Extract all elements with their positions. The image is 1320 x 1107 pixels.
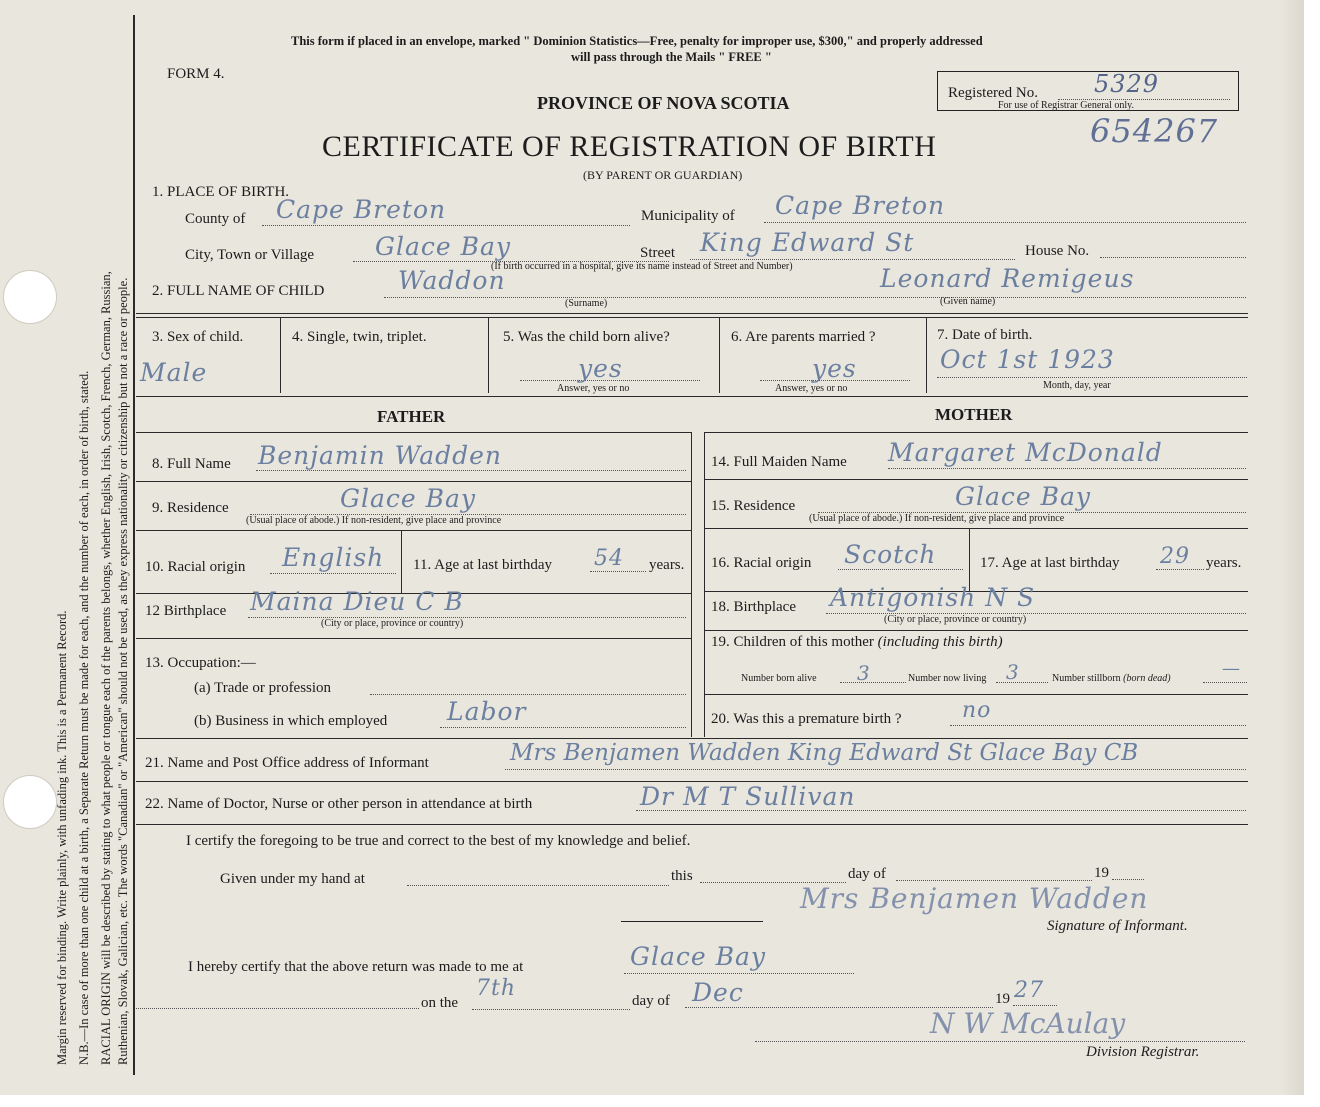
- registrar-place-value: Glace Bay: [630, 942, 767, 971]
- child-surname-note: (Surname): [565, 298, 608, 309]
- county-value: Cape Breton: [276, 195, 447, 224]
- children-label-text: 19. Children of this mother: [711, 634, 874, 650]
- registrar-day-value: 7th: [476, 976, 517, 1001]
- binding-hole-bottom: [3, 775, 57, 829]
- father-name-value: Benjamin Wadden: [258, 441, 503, 470]
- father-residence-value: Glace Bay: [340, 484, 477, 513]
- registrar-statement: I hereby certify that the above return was made to me at: [188, 959, 524, 975]
- place-of-birth-label: 1. PLACE OF BIRTH.: [152, 184, 290, 200]
- margin-rule: [133, 15, 135, 1075]
- parents-married-value: yes: [812, 354, 857, 383]
- plurality-label: 4. Single, twin, triplet.: [292, 329, 427, 345]
- parents-married-note: Answer, yes or no: [775, 383, 848, 394]
- father-heading: FATHER: [377, 407, 446, 426]
- mother-residence-label: 15. Residence: [711, 498, 796, 514]
- postal-notice-2: will pass through the Mails " FREE ": [571, 50, 772, 64]
- mother-name-label: 14. Full Maiden Name: [711, 454, 847, 470]
- business-label: (b) Business in which employed: [194, 713, 388, 729]
- mother-residence-note: (Usual place of abode.) If non-resident, give place and province: [809, 513, 1065, 524]
- trade-label: (a) Trade or profession: [194, 680, 332, 696]
- child-given-name-value: Leonard Remigeus: [880, 264, 1135, 293]
- attendant-value: Dr M T Sullivan: [640, 782, 856, 811]
- certification-statement: I certify the foregoing to be true and correct to the best of my knowledge and belief.: [186, 833, 691, 849]
- date-of-birth-label: 7. Date of birth.: [937, 327, 1033, 343]
- mother-racial-origin-value: Scotch: [844, 540, 937, 569]
- binding-hole-top: [3, 270, 57, 324]
- year-prefix: 19: [1094, 865, 1109, 881]
- born-alive-count-label: Number born alive: [741, 673, 817, 684]
- mother-birthplace-label: 18. Birthplace: [711, 599, 796, 615]
- attendant-label: 22. Name of Doctor, Nurse or other person in attendance at birth: [145, 796, 533, 812]
- children-label: [711, 635, 1003, 650]
- child-surname-value: Waddon: [398, 266, 506, 295]
- registered-number-value: 5329: [1094, 70, 1160, 98]
- informant-label: 21. Name and Post Office address of Informant: [145, 755, 429, 771]
- sex-label: 3. Sex of child.: [152, 329, 244, 345]
- father-racial-origin-value: English: [282, 543, 385, 572]
- mother-birthplace-note: (City or place, province or country): [884, 614, 1027, 625]
- margin-note-racial-origin: RACIAL ORIGIN will be described by stating to what people or tongue each of the parents belongs, whether English, Irish, Scotch, French, German, Russian,: [99, 271, 113, 1065]
- stamped-number: 654267: [1090, 112, 1219, 150]
- informant-value: Mrs Benjamen Wadden King Edward St Glace Bay CB: [510, 740, 1139, 766]
- registrar-month-value: Dec: [692, 978, 744, 1007]
- informant-signature: Mrs Benjamen Wadden: [800, 882, 1149, 915]
- stillborn-note: (born dead): [1123, 673, 1171, 684]
- municipality-value: Cape Breton: [775, 191, 946, 220]
- mother-name-value: Margaret McDonald: [888, 438, 1163, 467]
- city-label: City, Town or Village: [185, 247, 315, 263]
- given-under-hand-label: Given under my hand at: [220, 871, 365, 887]
- mother-residence-value: Glace Bay: [955, 482, 1092, 511]
- mother-heading: MOTHER: [935, 405, 1013, 424]
- margin-note-multiple-births: N.B.—In case of more than one child at a birth, a Separate Return must be made for each, and the number of each, in order of birth, stated.: [77, 370, 91, 1065]
- county-label: County of: [185, 211, 246, 227]
- father-age-unit: years.: [649, 557, 685, 573]
- mother-birthplace-value: Antigonish N S: [830, 583, 1036, 612]
- mother-racial-origin-label: 16. Racial origin: [711, 555, 812, 571]
- registrar-day-of-label: day of: [632, 993, 670, 1009]
- form-number: FORM 4.: [167, 66, 225, 82]
- city-value: Glace Bay: [375, 232, 512, 261]
- registrar-signature: N W McAulay: [930, 1007, 1126, 1040]
- father-racial-origin-label: 10. Racial origin: [145, 559, 246, 575]
- child-given-name-note: (Given name): [940, 296, 996, 307]
- signature-of-informant-caption: Signature of Informant.: [1047, 918, 1188, 934]
- date-of-birth-value: Oct 1st 1923: [940, 345, 1115, 374]
- registrar-year-value: 27: [1014, 978, 1044, 1003]
- father-age-value: 54: [594, 546, 624, 571]
- father-age-label: 11. Age at last birthday: [413, 557, 552, 573]
- municipality-label: Municipality of: [641, 208, 735, 224]
- born-alive-count-value: 3: [857, 661, 871, 685]
- mother-age-label: 17. Age at last birthday: [980, 555, 1120, 571]
- stillborn-value: —: [1222, 658, 1241, 679]
- child-name-label: 2. FULL NAME OF CHILD: [152, 283, 325, 299]
- postal-notice: This form if placed in an envelope, marked " Dominion Statistics—Free, penalty for improper use, $300," and properly addressed: [291, 34, 983, 48]
- born-alive-note: Answer, yes or no: [557, 383, 630, 394]
- now-living-label: Number now living: [908, 673, 987, 684]
- province-heading: PROVINCE OF NOVA SCOTIA: [537, 93, 790, 113]
- premature-birth-label: 20. Was this a premature birth ?: [711, 711, 902, 727]
- margin-note-binding: Margin reserved for binding. Write plainly, with unfading ink. This is a Permanent Record.: [55, 610, 69, 1065]
- father-name-label: 8. Full Name: [152, 456, 231, 472]
- street-value: King Edward St: [700, 228, 915, 257]
- mother-age-value: 29: [1160, 544, 1190, 569]
- children-label-note: (including this birth): [877, 634, 1003, 650]
- registrar-year-prefix: 19: [995, 991, 1010, 1007]
- father-birthplace-note: (City or place, province or country): [321, 618, 464, 629]
- division-registrar-caption: Division Registrar.: [1086, 1044, 1200, 1060]
- father-birthplace-label: 12 Birthplace: [145, 603, 227, 619]
- day-of-label: day of: [848, 866, 886, 882]
- born-alive-label: 5. Was the child born alive?: [503, 329, 670, 345]
- certificate-title: CERTIFICATE OF REGISTRATION OF BIRTH: [322, 130, 937, 163]
- registered-number-note: For use of Registrar General only.: [998, 100, 1134, 111]
- born-alive-value: yes: [578, 354, 623, 383]
- father-occupation-label: 13. Occupation:—: [145, 655, 256, 671]
- certificate-subtitle: (BY PARENT OR GUARDIAN): [583, 168, 743, 182]
- registered-number-label: Registered No.: [948, 85, 1038, 101]
- this-label: this: [671, 868, 693, 884]
- on-the-label: on the: [421, 995, 459, 1011]
- parents-married-label: 6. Are parents married ?: [731, 329, 876, 345]
- father-residence-label: 9. Residence: [152, 500, 229, 516]
- father-birthplace-value: Maina Dieu C B: [250, 587, 464, 616]
- stillborn-label: Number stillborn: [1052, 673, 1121, 684]
- street-label: Street: [640, 245, 675, 261]
- date-of-birth-note: Month, day, year: [1043, 380, 1111, 391]
- margin-note-nationality: Ruthenian, Slovak, Galician, etc. The words "Canadian" or "American" should not be used, as they express nationality or citizenship but not a race or people.: [116, 277, 130, 1065]
- house-number-label: House No.: [1025, 243, 1090, 259]
- father-residence-note: (Usual place of abode.) If non-resident, give place and province: [246, 515, 502, 526]
- premature-birth-value: no: [962, 698, 992, 723]
- street-note: (If birth occurred in a hospital, give its name instead of Street and Number): [491, 261, 793, 272]
- now-living-value: 3: [1006, 660, 1020, 684]
- sex-value: Male: [140, 358, 208, 387]
- business-value: Labor: [447, 697, 527, 726]
- mother-age-unit: years.: [1206, 555, 1242, 571]
